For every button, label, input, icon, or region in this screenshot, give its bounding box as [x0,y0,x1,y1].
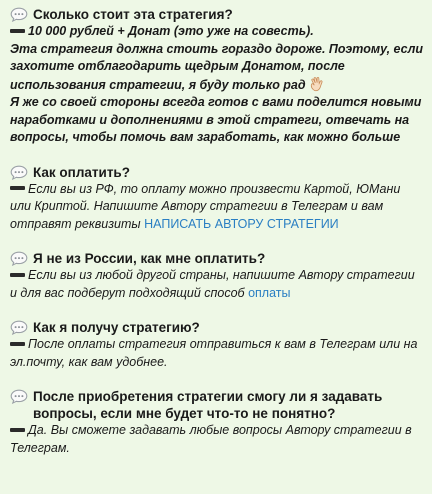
donation-text: Эта стратегия должна стоить гораздо дороже. Поэтому, если захотите отблагодарить щедрым Донатом, после использования стратегии, я буду только рад [10,41,424,92]
faq-question-text: Я не из России, как мне оплатить? [33,251,266,266]
faq-item-questions [10,388,424,457]
faq-answer [10,267,424,302]
faq-item-foreign-payment [10,250,424,302]
faq-item-payment [10,164,424,234]
support-text: Я же со своей стороны всегда готов с вами поделится новыми наработками и дополнениями в этой стратеги, отвечать на вопросы, чтобы помочь вам заработать, как можно больше [10,95,422,144]
faq-item-price [10,6,424,147]
faq-answer [10,181,424,234]
speech-bubble-icon [10,251,28,266]
faq-answer-text: Если вы из любой другой страны, напишите Автору стратегии и для вас подберут подходящий способ [10,268,415,300]
faq-answer [10,23,424,41]
heavy-minus-icon [10,29,25,33]
price-line: 10 000 рублей + Донат (это уже на совесть). [28,24,314,38]
faq-question-text: Как я получу стратегию? [33,320,200,335]
speech-bubble-icon [10,320,28,335]
faq-question-text: После приобретения стратегии смогу ли я задавать вопросы, если мне будет что-то не понятно? [33,389,383,421]
waving-hand-icon [309,76,325,92]
faq-answer-text: После оплаты стратегия отправиться к вам в Телеграм или на эл.почту, как вам удобнее. [10,337,418,369]
faq-question [10,250,424,267]
faq-question-text: Сколько стоит эта стратегия? [33,7,233,22]
faq-answer-paragraph [10,94,424,147]
heavy-minus-icon [10,186,25,190]
speech-bubble-icon [10,7,28,22]
faq-answer-text: Да. Вы сможете задавать любые вопросы Автору стратегии в Телеграм. [10,423,412,455]
heavy-minus-icon [10,428,25,432]
faq-answer [10,422,424,457]
faq-item-delivery [10,319,424,371]
heavy-minus-icon [10,273,25,277]
payment-link[interactable]: оплаты [248,285,291,300]
faq-answer-paragraph [10,41,424,95]
faq-answer-text: Если вы из РФ, то оплату можно произвести Картой, ЮМани или Криптой. Напишите Автору стратегии в Телеграм и вам отправят реквизиты [10,181,401,231]
heavy-minus-icon [10,342,25,346]
faq-question [10,388,424,422]
speech-bubble-icon [10,389,28,404]
speech-bubble-icon [10,165,28,180]
write-author-link[interactable]: НАПИСАТЬ АВТОРУ СТРАТЕГИИ [144,216,339,231]
faq-answer [10,336,424,371]
faq-question-text: Как оплатить? [33,164,130,180]
faq-question [10,6,424,23]
faq-question [10,319,424,336]
faq-question [10,164,424,181]
